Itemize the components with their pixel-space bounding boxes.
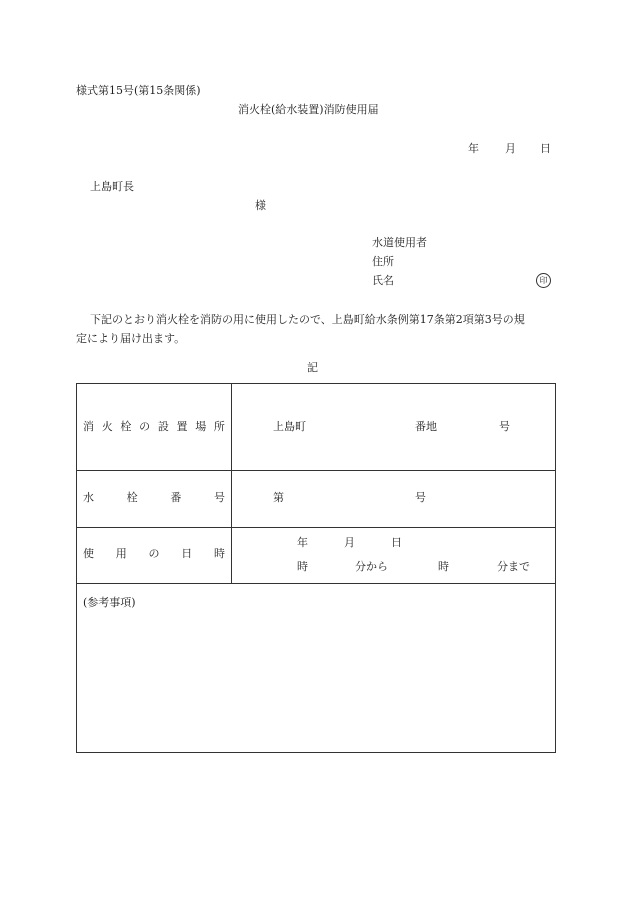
label-char: 置: [176, 420, 188, 433]
label-char: 場: [195, 420, 207, 433]
label-char: 栓: [120, 420, 132, 433]
row-divider: [77, 527, 555, 528]
addressee-name: 上島町長: [90, 180, 134, 193]
usage-minute-from: 分から: [355, 560, 388, 573]
location-banchi: 番地: [415, 420, 437, 433]
label-char: 番: [170, 491, 182, 504]
seal-icon: 印: [536, 273, 551, 288]
applicant-address-label: 住所: [372, 255, 394, 268]
label-char: 設: [157, 420, 169, 433]
location-town: 上島町: [273, 420, 306, 433]
date-year: 年: [468, 142, 479, 155]
label-char: 火: [101, 420, 113, 433]
label-char: 栓: [126, 491, 138, 504]
label-char: 水: [83, 491, 94, 504]
date-month: 月: [505, 142, 516, 155]
hydrant-go: 号: [415, 491, 426, 504]
label-char: 所: [213, 420, 225, 433]
location-go: 号: [499, 420, 510, 433]
form-table: [76, 383, 556, 753]
ki-heading: 記: [307, 361, 318, 374]
label-char: 時: [214, 547, 225, 560]
row-divider: [77, 470, 555, 471]
seal-mark: [536, 273, 551, 288]
label-char: 消: [83, 420, 94, 433]
row-divider: [77, 583, 555, 584]
label-char: 日: [181, 547, 193, 560]
usage-day: 日: [391, 536, 402, 549]
hydrant-dai: 第: [273, 491, 284, 504]
usage-hour-from: 時: [297, 560, 308, 573]
usage-hour-to: 時: [438, 560, 449, 573]
label-char: 用: [115, 547, 127, 560]
hydrant-number-label: [83, 491, 225, 505]
applicant-name-label: 氏名: [372, 274, 394, 287]
label-char: の: [139, 420, 151, 433]
location-label: [83, 420, 225, 434]
body-text-line1: 下記のとおり消火栓を消防の用に使用したので、上島町給水条例第17条第2項第3号の規: [90, 313, 525, 326]
applicant-role: 水道使用者: [372, 236, 427, 249]
date-day: 日: [540, 142, 551, 155]
label-char: 使: [83, 547, 94, 560]
column-divider: [231, 384, 232, 583]
usage-datetime-label: [83, 547, 225, 561]
form-number: 様式第15号(第15条関係): [76, 84, 201, 97]
label-char: 号: [213, 491, 225, 504]
label-char: の: [148, 547, 160, 560]
body-text-line2: 定により届け出ます。: [76, 332, 186, 345]
usage-month: 月: [344, 536, 355, 549]
usage-year: 年: [297, 536, 308, 549]
addressee-honorific: 様: [255, 199, 266, 212]
document-title: 消火栓(給水装置)消防使用届: [238, 103, 379, 116]
usage-minute-to: 分まで: [497, 560, 530, 573]
remarks-label: (参考事項): [83, 596, 136, 609]
